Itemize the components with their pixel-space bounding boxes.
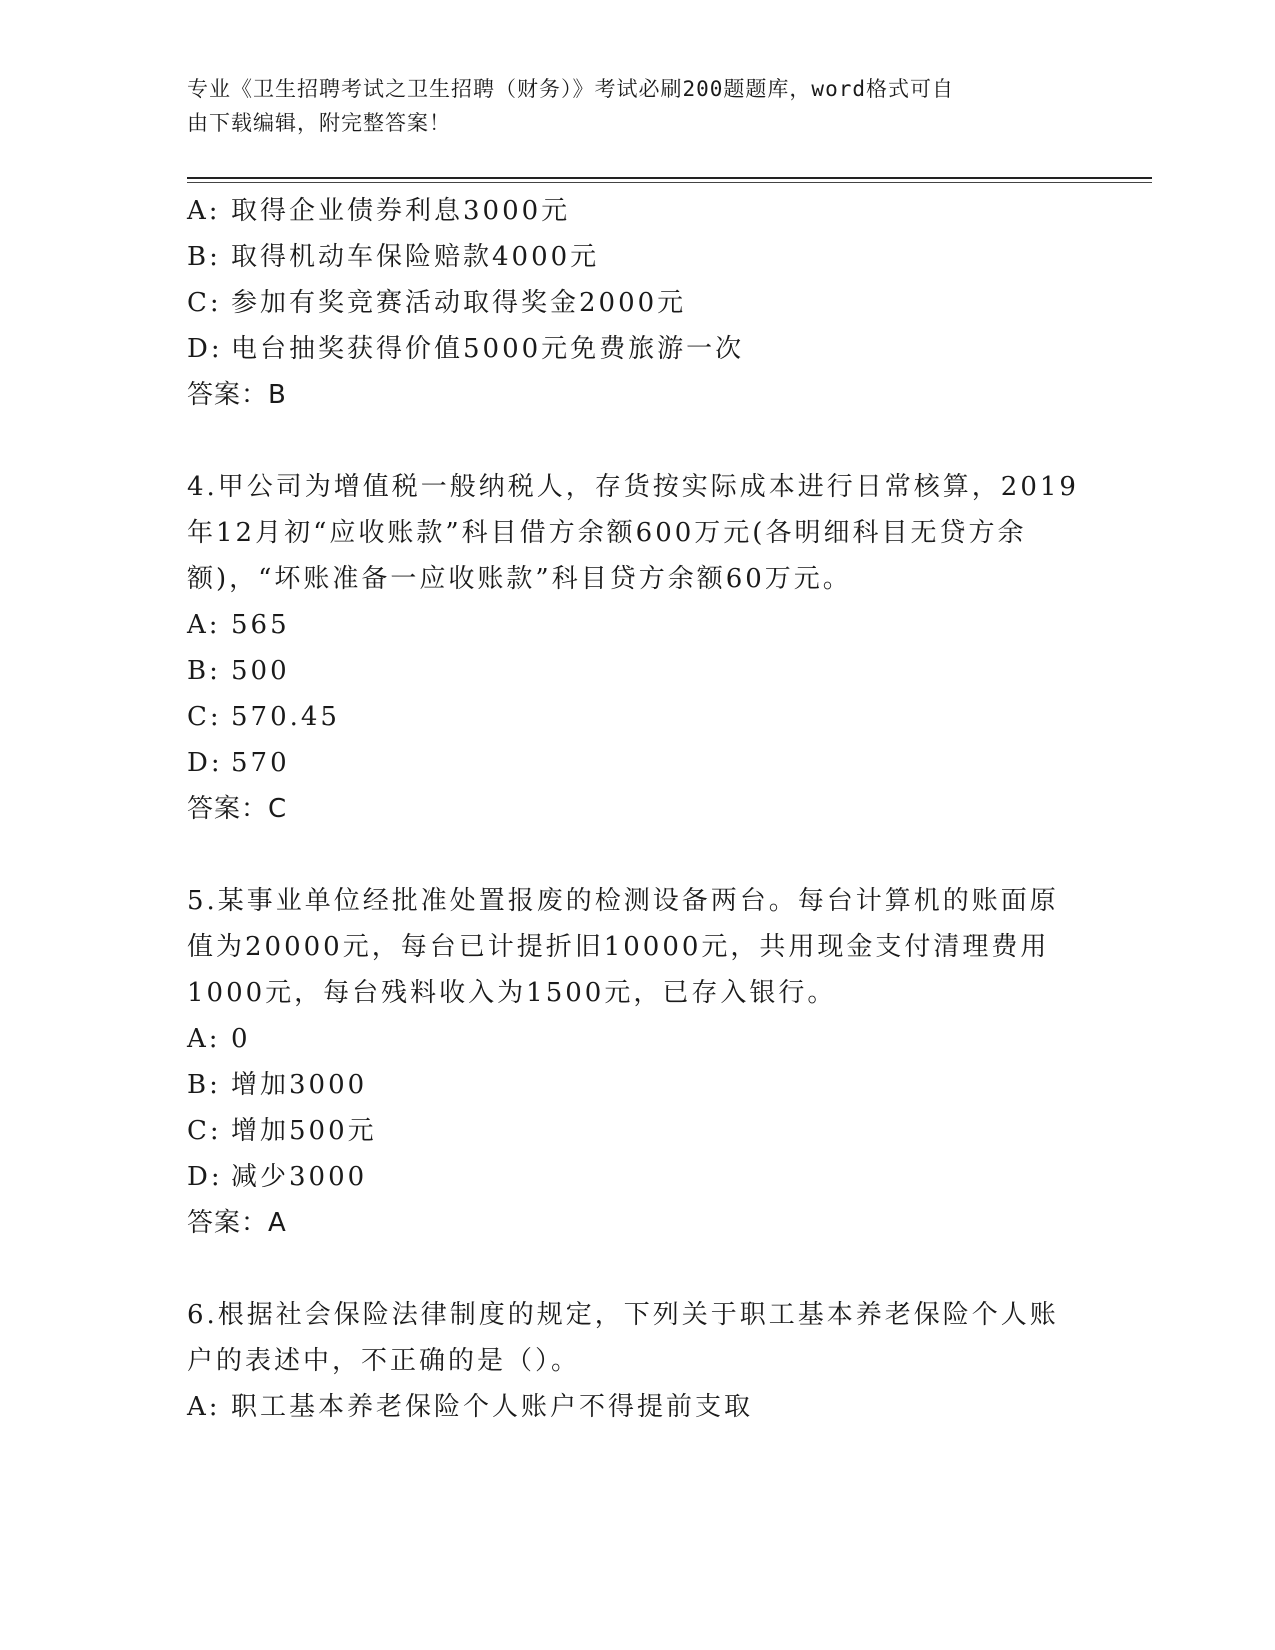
- option-letter: A:: [187, 1392, 221, 1422]
- question-block-5: [187, 878, 1067, 1246]
- option-a: [187, 1384, 1067, 1430]
- question-block-6: [187, 1292, 1067, 1430]
- option-text: 职工基本养老保险个人账户不得提前支取: [231, 1392, 754, 1422]
- question-line: 户的表述中，不正确的是（）。: [187, 1346, 581, 1376]
- option-letter: C:: [187, 702, 222, 732]
- option-text: 570: [231, 748, 290, 778]
- option-text: 增加3000: [231, 1070, 368, 1100]
- option-letter: D:: [187, 748, 223, 778]
- question-text: [187, 464, 1079, 602]
- option-letter: A:: [187, 610, 221, 640]
- header-line-2: 由下载编辑，附完整答案！: [187, 111, 451, 135]
- header-divider: [187, 177, 1152, 179]
- option-text: 570.45: [231, 702, 340, 732]
- question-line: 值为20000元，每台已计提折旧10000元，共用现金支付清理费用: [187, 932, 1050, 962]
- option-text: 减少3000: [231, 1162, 368, 1192]
- option-letter: B:: [187, 1070, 221, 1100]
- option-letter: C:: [187, 1116, 222, 1146]
- option-text: 取得机动车保险赔款4000元: [231, 242, 600, 272]
- question-text: [187, 878, 1067, 1016]
- option-a: [187, 188, 1067, 234]
- question-line: 5.某事业单位经批准处置报废的检测设备两台。每台计算机的账面原: [187, 886, 1059, 916]
- option-text: 500: [231, 656, 290, 686]
- question-line: 6.根据社会保险法律制度的规定，下列关于职工基本养老保险个人账: [187, 1300, 1059, 1330]
- question-line: 4.甲公司为增值税一般纳税人，存货按实际成本进行日常核算，2019: [187, 472, 1079, 502]
- answer-line: 答案：C: [187, 794, 288, 824]
- option-letter: D:: [187, 334, 223, 364]
- option-d: [187, 326, 1067, 372]
- option-a: [187, 1016, 1067, 1062]
- question-content: [187, 188, 1079, 1430]
- option-text: 565: [231, 610, 290, 640]
- option-a: [187, 602, 1067, 648]
- option-b: [187, 648, 1067, 694]
- option-d: [187, 740, 1067, 786]
- question-text: [187, 1292, 1067, 1384]
- question-line: 年12月初“应收账款”科目借方余额600万元(各明细科目无贷方余: [187, 518, 1027, 548]
- option-text: 参加有奖竞赛活动取得奖金2000元: [231, 288, 687, 318]
- answer-line: 答案：A: [187, 1208, 287, 1238]
- option-letter: C:: [187, 288, 222, 318]
- option-b: [187, 1062, 1067, 1108]
- header-line-1: 专业《卫生招聘考试之卫生招聘（财务）》考试必刷200题题库，word格式可自: [187, 77, 954, 101]
- question-block-3: [187, 188, 1067, 418]
- option-letter: D:: [187, 1162, 223, 1192]
- option-letter: A:: [187, 196, 221, 226]
- option-text: 增加500元: [231, 1116, 377, 1146]
- question-line: 额)，“坏账准备一应收账款”科目贷方余额60万元。: [187, 564, 852, 594]
- option-letter: A:: [187, 1024, 221, 1054]
- option-text: 0: [231, 1024, 251, 1054]
- option-letter: B:: [187, 656, 221, 686]
- option-text: 电台抽奖获得价值5000元免费旅游一次: [231, 334, 745, 364]
- option-c: [187, 694, 1067, 740]
- question-line: 1000元，每台残料收入为1500元，已存入银行。: [187, 978, 837, 1008]
- answer-line: 答案：B: [187, 380, 287, 410]
- option-text: 取得企业债券利息3000元: [231, 196, 571, 226]
- option-c: [187, 1108, 1067, 1154]
- option-c: [187, 280, 1067, 326]
- option-b: [187, 234, 1067, 280]
- document-header: [187, 72, 1067, 140]
- question-block-4: [187, 464, 1079, 832]
- option-d: [187, 1154, 1067, 1200]
- header-divider-thin: [187, 182, 1152, 183]
- option-letter: B:: [187, 242, 221, 272]
